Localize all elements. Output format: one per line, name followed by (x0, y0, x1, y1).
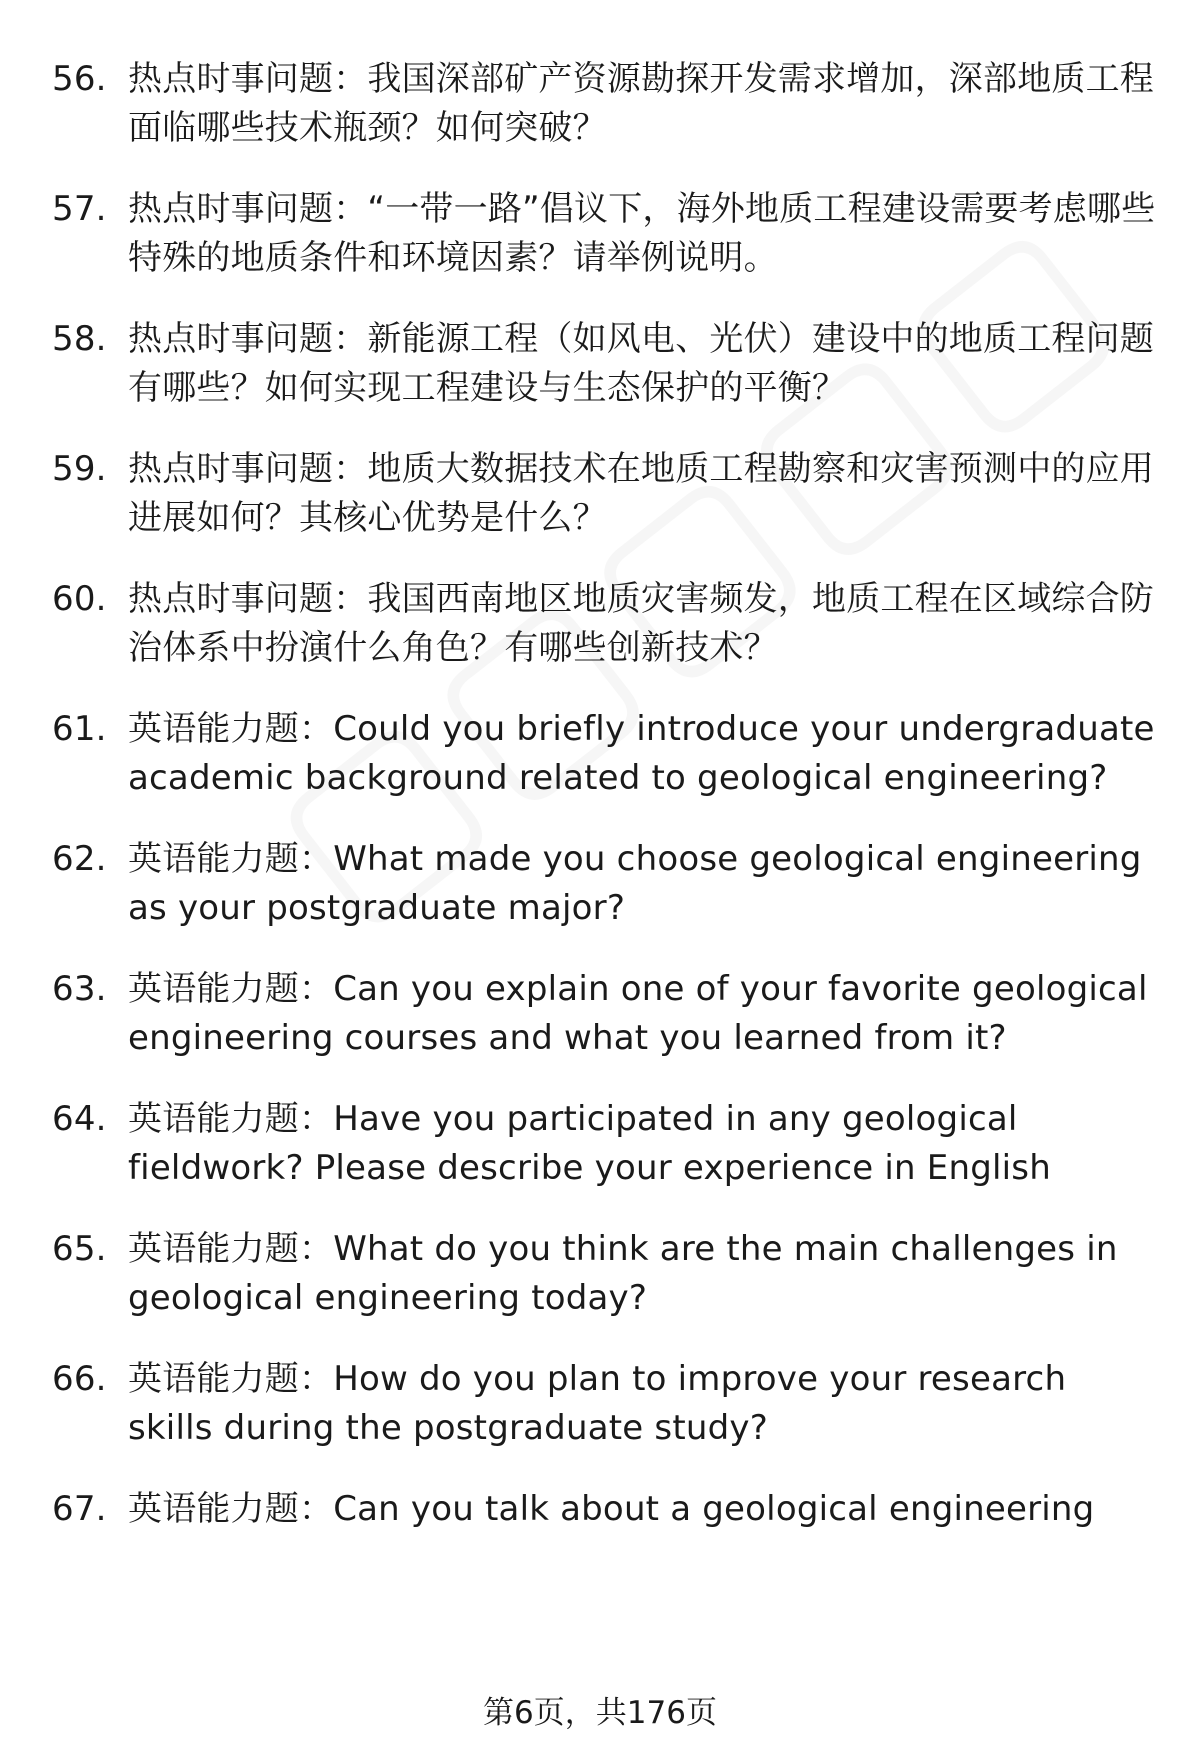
question-number: 58. (52, 319, 107, 359)
question-text: 热点时事问题：地质大数据技术在地质工程勘察和灾害预测中的应用进展如何？其核心优势是什么？ (128, 449, 1154, 538)
question-item (0, 1485, 1200, 1534)
question-item (0, 1355, 1200, 1453)
question-text: 英语能力题：How do you plan to improve your research skills during the postgraduate study? (128, 1359, 1067, 1448)
question-text: 英语能力题：What do you think are the main challenges in geological engineering today? (128, 1229, 1118, 1318)
question-item (0, 575, 1200, 673)
question-item (0, 1225, 1200, 1323)
question-item (0, 55, 1200, 153)
question-text: 英语能力题：What made you choose geological engineering as your postgraduate major? (128, 839, 1142, 928)
question-number: 57. (52, 189, 107, 229)
question-item (0, 445, 1200, 543)
question-number: 62. (52, 839, 107, 879)
question-item (0, 1095, 1200, 1193)
question-text: 热点时事问题：我国西南地区地质灾害频发，地质工程在区域综合防治体系中扮演什么角色？有哪些创新技术？ (128, 579, 1154, 668)
question-number: 63. (52, 969, 107, 1009)
question-item (0, 185, 1200, 283)
question-item (0, 965, 1200, 1063)
question-number: 59. (52, 449, 107, 489)
question-text: 热点时事问题：新能源工程（如风电、光伏）建设中的地质工程问题有哪些？如何实现工程建设与生态保护的平衡？ (128, 319, 1154, 408)
question-number: 67. (52, 1489, 107, 1529)
question-number: 60. (52, 579, 107, 619)
question-number: 61. (52, 709, 107, 749)
question-text: 热点时事问题：我国深部矿产资源勘探开发需求增加，深部地质工程面临哪些技术瓶颈？如何突破？ (128, 59, 1154, 148)
question-text: 英语能力题：Can you explain one of your favorite geological engineering courses and what you learned from it? (128, 969, 1148, 1058)
question-number: 65. (52, 1229, 107, 1269)
question-list (0, 55, 1200, 1566)
question-item (0, 315, 1200, 413)
question-item (0, 705, 1200, 803)
question-item (0, 835, 1200, 933)
page-footer (0, 1693, 1200, 1733)
question-number: 56. (52, 59, 107, 99)
question-text: 英语能力题：Have you participated in any geological fieldwork? Please describe your experience in English (128, 1099, 1051, 1188)
question-text: 英语能力题：Can you talk about a geological engineering (128, 1489, 1095, 1529)
question-text: 热点时事问题：“一带一路”倡议下，海外地质工程建设需要考虑哪些特殊的地质条件和环境因素？请举例说明。 (128, 189, 1156, 278)
page-number-label: 第6页，共176页 (483, 1695, 717, 1731)
question-number: 66. (52, 1359, 107, 1399)
question-text: 英语能力题：Could you briefly introduce your undergraduate academic background related to geological engineering? (128, 709, 1155, 798)
question-number: 64. (52, 1099, 107, 1139)
